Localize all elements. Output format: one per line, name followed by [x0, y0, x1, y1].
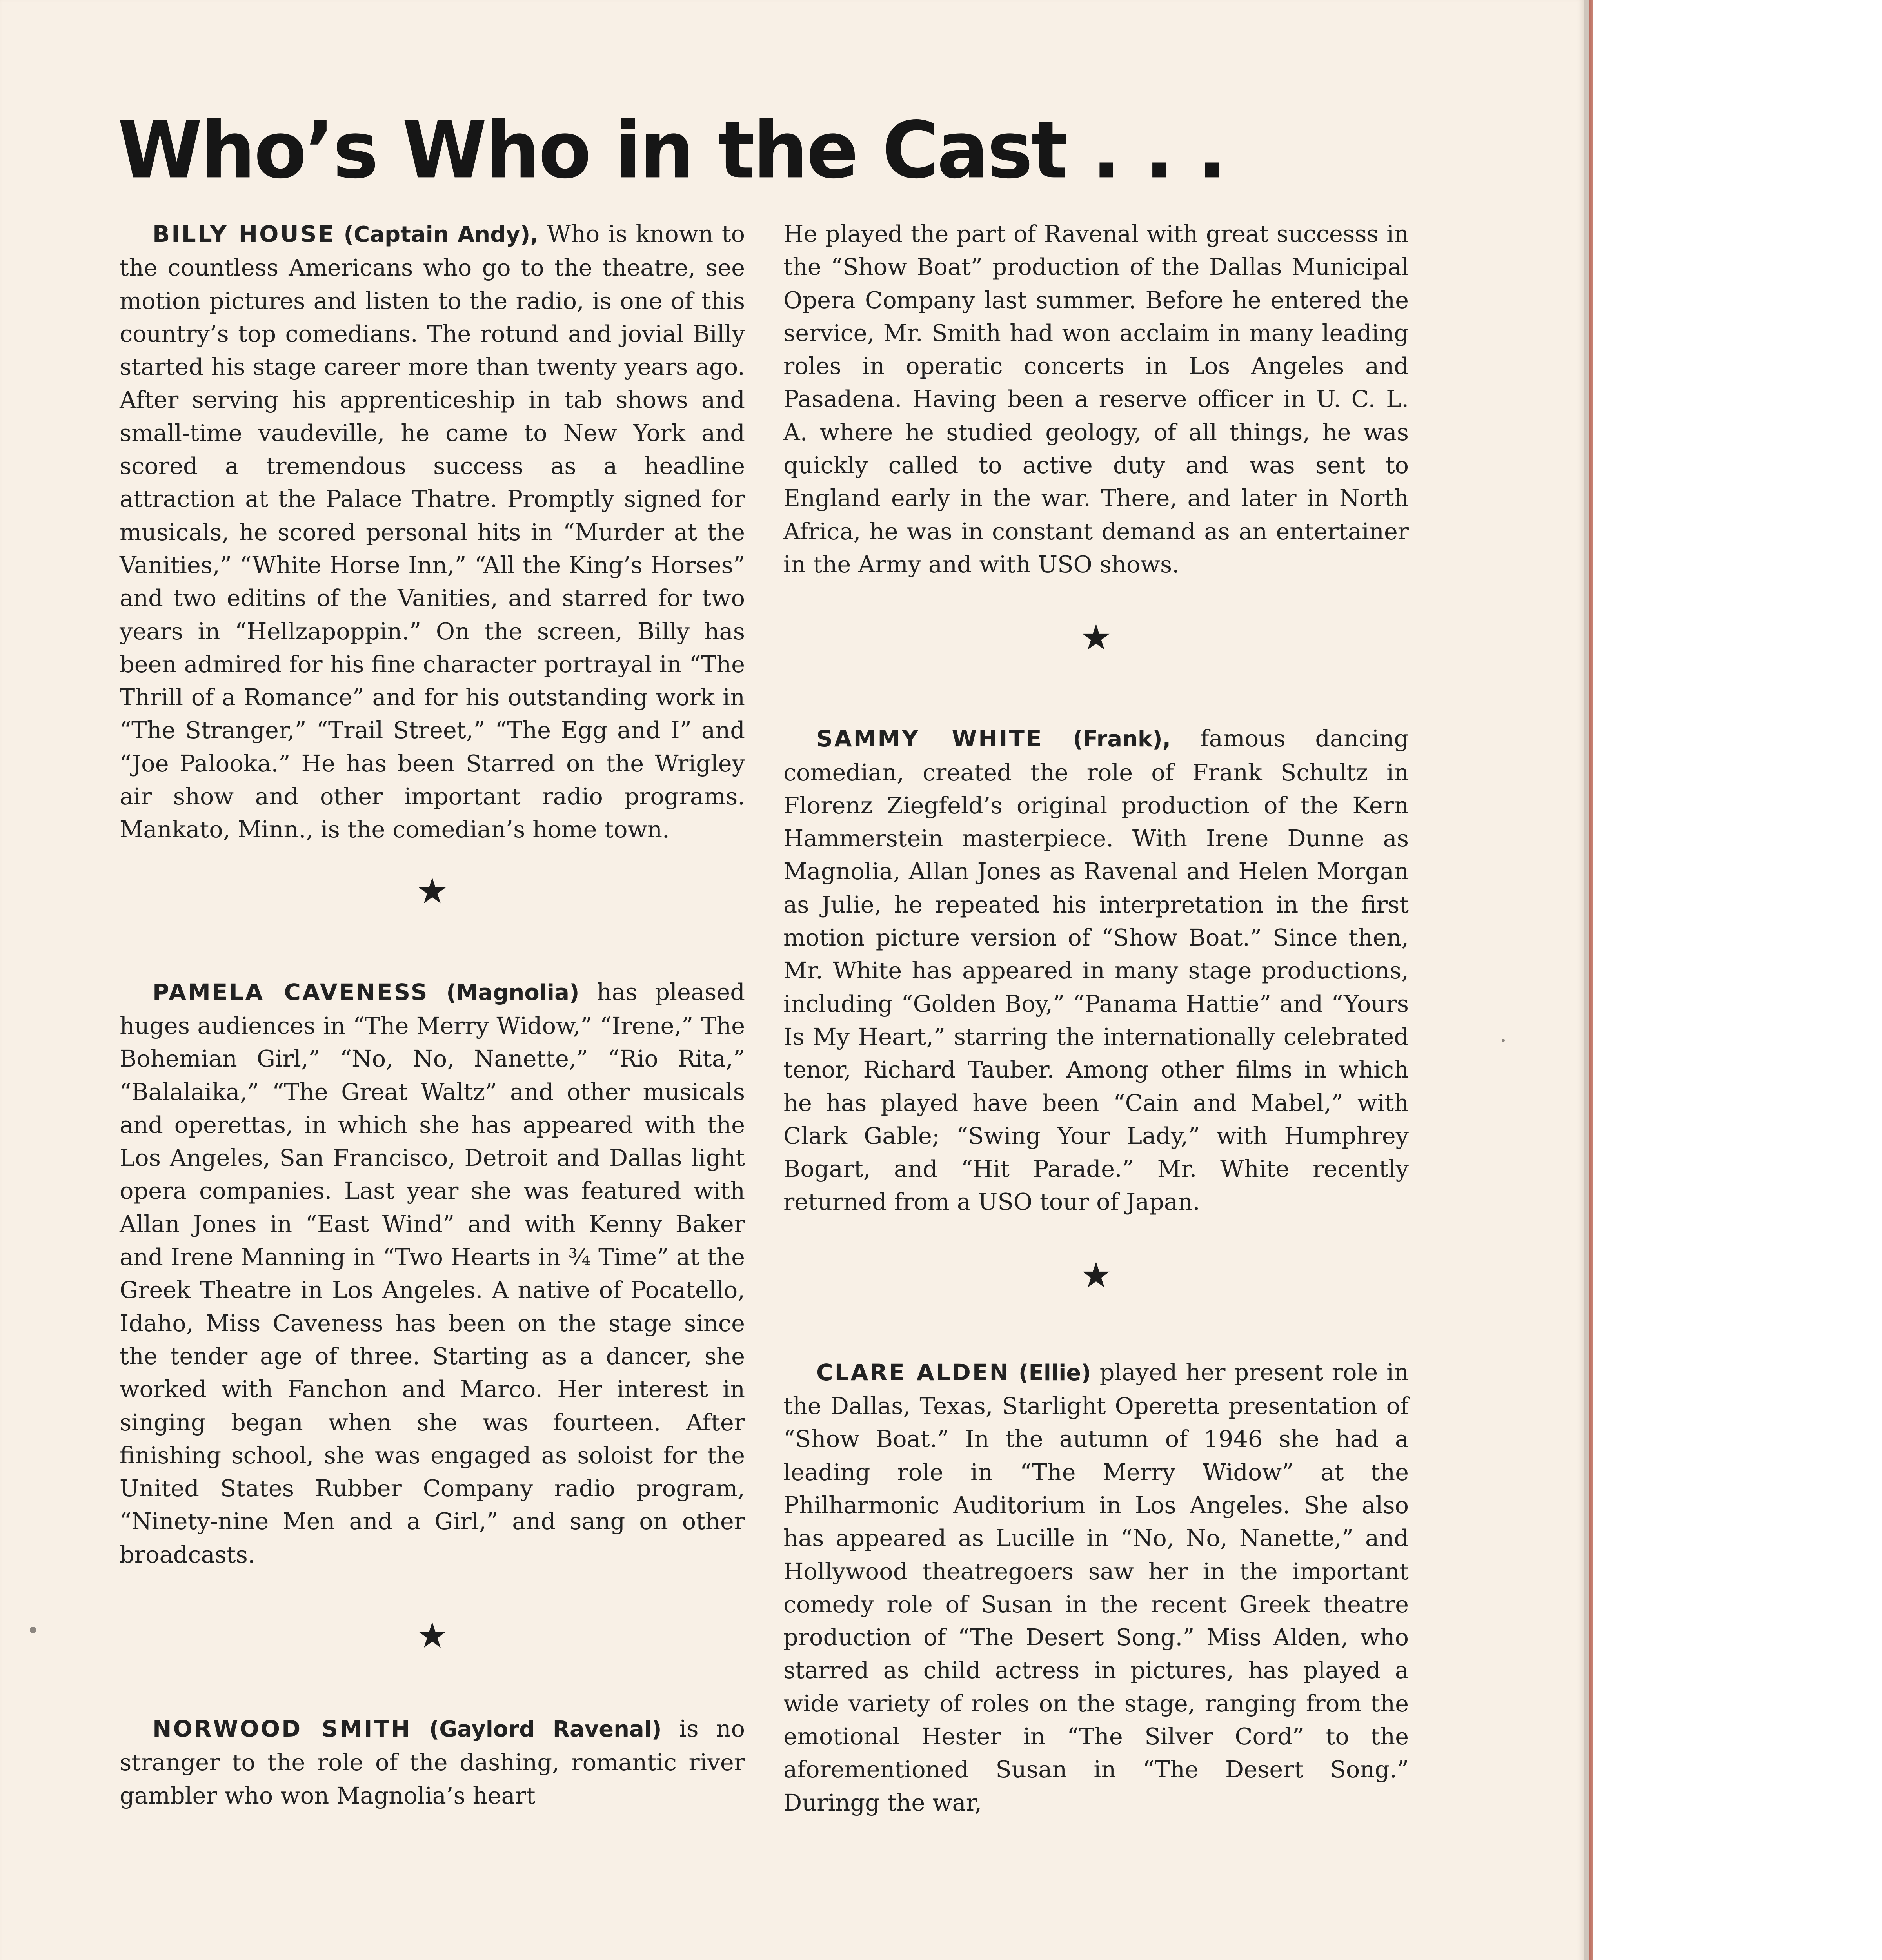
page-heading: Who’s Who in the Cast . . . — [118, 105, 1225, 196]
cast-bio-pamela-caveness — [120, 976, 745, 1571]
cast-role: (Magnolia) — [446, 980, 579, 1005]
cast-bio-text: played her present role in the Dallas, Texas, Starlight Operetta presentation of “Show Boat.” In the autumn of 1946 she had a leading role in “The Merry Widow” at the Philharmonic Auditorium in Los Angeles. She also has appeared as Lucille in “No, No, Nanette,” and Hollywood theatregoers saw her in the important comedy role of Susan in the recent Greek theatre production of “The Desert Song.” Miss Alden, who starred as child actress in pictures, has played a wide variety of roles on the stage, ranging from the emotional Hester in “The Silver Cord” to the aforementioned Susan in “The Desert Song.” Duringg the war, — [783, 1358, 1409, 1816]
cast-role: (Gaylord Ravenal) — [429, 1716, 662, 1742]
page-edge-shadow — [1584, 0, 1589, 1960]
cast-bio-text: has pleased huges audiences in “The Merry Widow,” “Irene,” The Bohemian Girl,” “No, No, Nanette,” “Rio Rita,” “Balalaika,” “The Great Waltz” and other musicals and operettas, in which she has appeared with the Los Angeles, San Francisco, Detroit and Dallas light opera companies. Last year she was featured with Allan Jones in “East Wind” and with Kenny Baker and Irene Manning in “Two Hearts in ¾ Time” at the Greek Theatre in Los Angeles. A native of Pocatello, Idaho, Miss Caveness has been on the stage since the tender age of three. Starting as a dancer, she worked with Fanchon and Marco. Her interest in singing began when she was fourteen. After finishing school, she was engaged as soloist for the United States Rubber Company radio program, “Ninety-nine Men and a Girl,” and sang on other broadcasts. — [120, 978, 745, 1568]
cast-role: (Frank), — [1073, 726, 1171, 752]
star-divider: ★ — [1080, 617, 1112, 659]
cast-name: PAMELA CAVENESS — [153, 978, 429, 1005]
cast-role: (Ellie) — [1018, 1360, 1091, 1386]
cast-bio-text: is no stranger to the role of the dashing, romantic river gambler who won Magnolia’s heart — [120, 1715, 745, 1809]
star-divider: ★ — [1080, 1254, 1112, 1296]
right-column — [783, 218, 1409, 1819]
cast-bio-norwood-smith — [120, 1712, 745, 1812]
cast-bio-text: Who is known to the countless Americans who go to the theatre, see motion pictures and listen to the radio, is one of this country’s top comedians. The rotund and jovial Billy started his stage career more than twenty years ago. After serving his apprenticeship in tab shows and small-time vaudeville, he came to New York and scored a tremendous success as a headline attraction at the Palace Thatre. Promptly signed for musicals, he scored personal hits in “Murder at the Vanities,” “White Horse Inn,” “All the King’s Horses” and two editins of the Vanities, and starred for two years in “Hellzapoppin.” On the screen, Billy has been admired for his fine character portrayal in “The Thrill of a Romance” and for his outstanding work in “The Stranger,” “Trail Street,” “The Egg and I” and “Joe Palooka.” He has been Starred on the Wrigley air show and other important radio programs. Mankato, Minn., is the comedian’s home town. — [120, 220, 745, 843]
left-column — [120, 218, 745, 1812]
cast-name: NORWOOD SMITH — [153, 1715, 412, 1742]
paper-speck — [30, 1627, 36, 1633]
cast-bio-text: famous dancing comedian, created the role of Frank Schultz in Florenz Ziegfeld’s original production of the Kern Hammerstein masterpiece. With Irene Dunne as Magnolia, Allan Jones as Ravenal and Helen Morgan as Julie, he repeated his interpretation in the first motion picture version of “Show Boat.” Since then, Mr. White has appeared in many stage productions, including “Golden Boy,” “Panama Hattie” and “Yours Is My Heart,” starring the internationally celebrated tenor, Richard Tauber. Among other films in which he has played have been “Cain and Mabel,” with Clark Gable; “Swing Your Lady,” with Humphrey Bogart, and “Hit Parade.” Mr. White recently returned from a USO tour of Japan. — [783, 725, 1409, 1216]
paper-speck — [1502, 1039, 1505, 1042]
cast-name: CLARE ALDEN — [816, 1359, 1010, 1386]
cast-bio-billy-house — [120, 218, 745, 846]
star-divider: ★ — [416, 1615, 448, 1656]
star-divider: ★ — [416, 870, 448, 912]
cast-bio-sammy-white — [783, 722, 1409, 1218]
cast-name: BILLY HOUSE — [153, 221, 335, 247]
cast-name: SAMMY WHITE — [816, 725, 1043, 752]
cast-bio-clare-alden — [783, 1356, 1409, 1819]
cast-role: (Captain Andy), — [343, 222, 539, 247]
cast-bio-norwood-smith-continued: He played the part of Ravenal with great successs in the “Show Boat” production of the Dallas Municipal Opera Company last summer. Before he entered the service, Mr. Smith had won acclaim in many leading roles in operatic concerts in Los Angeles and Pasadena. Having been a reserve officer in U. C. L. A. where he studied geology, of all things, he was quickly called to active duty and was sent to England early in the war. There, and later in North Africa, he was in constant demand as an entertainer in the Army and with USO shows. — [783, 220, 1409, 578]
